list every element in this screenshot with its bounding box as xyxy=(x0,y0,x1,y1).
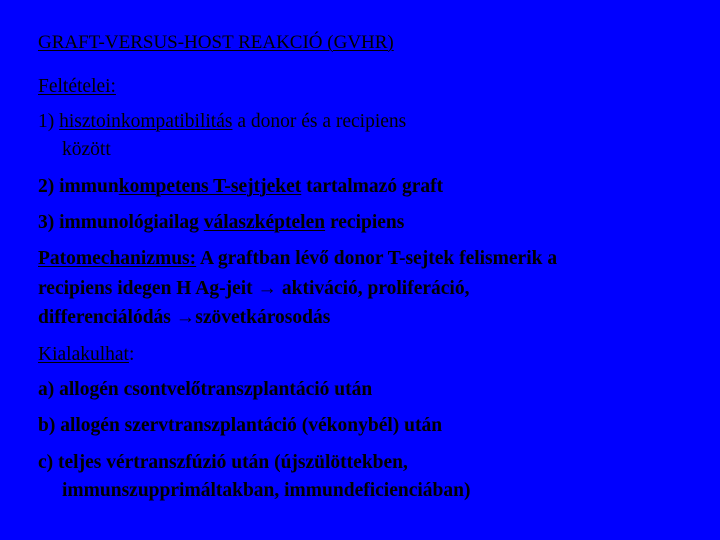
title-text: GRAFT-VERSUS-HOST REAKCIÓ (GVHR) xyxy=(38,32,394,53)
item-b-text: b) allogén szervtranszplantáció (vékonybél) után xyxy=(38,415,443,436)
condition-1-prefix: 1) xyxy=(38,111,60,132)
condition-3 xyxy=(38,210,404,236)
patho-heading: Patomechanizmus: xyxy=(38,248,197,269)
conditions-heading-text: Feltételei: xyxy=(38,76,116,97)
condition-3-prefix: 3) immunológiailag xyxy=(38,212,204,233)
right-arrow-icon: → xyxy=(257,278,278,299)
item-a xyxy=(38,377,372,403)
patho-line-2-a: recipiens idegen H Ag-jeit xyxy=(38,278,258,299)
patho-line-1-text: A graftban lévő donor T-sejtek felismerik a xyxy=(196,248,558,269)
item-c-text: c) teljes vértranszfúzió után (újszülöttekben, xyxy=(38,452,408,473)
item-c-cont-text: immunszupprimáltakban, immundeficienciában) xyxy=(62,480,471,501)
condition-2-key: kompetens T-sejtjeket xyxy=(118,176,302,197)
condition-3-rest: recipiens xyxy=(325,212,405,233)
condition-1 xyxy=(38,109,406,135)
develop-colon: : xyxy=(128,344,135,365)
develop-heading xyxy=(38,342,134,368)
item-b xyxy=(38,413,442,439)
patho-line-2-b: aktiváció, proliferáció, xyxy=(277,278,470,299)
patho-line-1 xyxy=(38,246,557,272)
item-c-cont xyxy=(62,478,470,504)
condition-2-rest: tartalmazó graft xyxy=(301,176,444,197)
item-a-text: a) allogén csontvelőtranszplantáció után xyxy=(38,379,373,400)
condition-2-prefix: 2) immun xyxy=(38,176,119,197)
condition-1-key: hisztoinkompatibilitás xyxy=(59,111,233,132)
right-arrow-icon: → xyxy=(175,307,196,328)
condition-1-cont xyxy=(62,137,111,163)
develop-heading-text: Kialakulhat xyxy=(38,344,129,365)
patho-line-3 xyxy=(38,305,330,331)
condition-1-rest: a donor és a recipiens xyxy=(232,111,407,132)
item-c xyxy=(38,450,408,476)
conditions-heading xyxy=(38,74,116,100)
condition-1-cont-text: között xyxy=(62,139,111,160)
slide-title xyxy=(38,30,394,56)
patho-line-3-b: szövetkárosodás xyxy=(195,307,331,328)
patho-line-3-a: differenciálódás xyxy=(38,307,176,328)
condition-2 xyxy=(38,174,443,200)
patho-line-2 xyxy=(38,276,469,302)
condition-3-key: válaszképtelen xyxy=(203,212,326,233)
